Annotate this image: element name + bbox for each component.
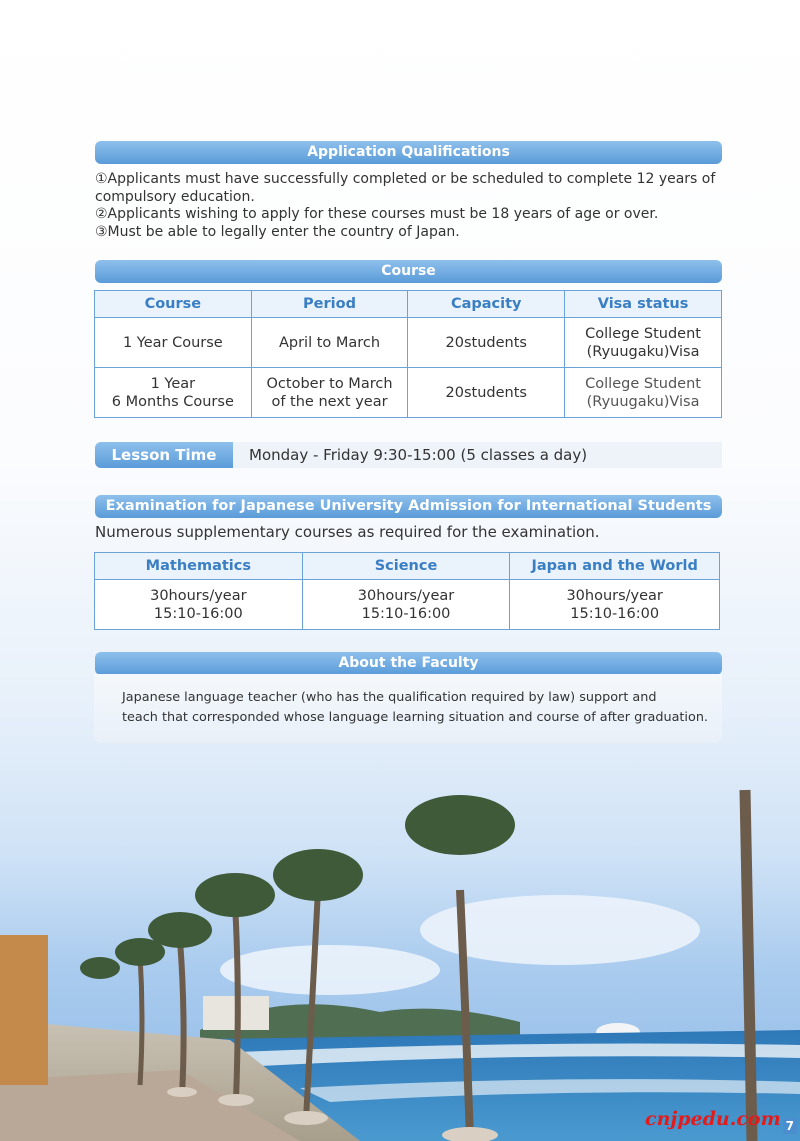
cloud	[220, 945, 440, 995]
course-header: Course	[95, 260, 722, 283]
course-name-line-1: 1 Year	[150, 375, 196, 392]
watermark: cnjpedu.com	[645, 1108, 781, 1130]
visa-line-2: (Ryuugaku)Visa	[586, 343, 700, 360]
lesson-time-label: Lesson Time	[95, 442, 233, 468]
time-value: 15:10-16:00	[361, 605, 451, 622]
hours-value: 30hours/year	[566, 587, 663, 604]
faculty-line-1: Japanese language teacher (who has the qualification required by law) support and	[122, 690, 657, 705]
science-cell	[302, 580, 510, 630]
qualification-item-3: ③Must be able to legally enter the country of Japan.	[95, 223, 460, 240]
capacity-cell: 20students	[408, 318, 565, 368]
exam-table-header-row	[95, 553, 720, 580]
hours-value: 30hours/year	[357, 587, 455, 604]
table-row	[95, 318, 722, 368]
exam-header: Examination for Japanese University Admission for International Students	[95, 495, 722, 518]
period-value: April to March	[278, 334, 381, 351]
lesson-time-value: Monday - Friday 9:30-15:00 (5 classes a day)	[233, 442, 722, 468]
column-header-japan-world: Japan and the World	[510, 553, 720, 580]
visa-line-1: College Student	[585, 375, 701, 392]
faculty-line-2: teach that corresponded whose language learning situation and course of after graduation.	[122, 710, 708, 725]
time-value: 15:10-16:00	[570, 605, 660, 622]
math-cell	[95, 580, 303, 630]
course-table-header-row	[95, 291, 722, 318]
qualification-item-2: ②Applicants wishing to apply for these courses must be 18 years of age or over.	[95, 206, 659, 222]
column-header-period: Period	[251, 291, 408, 318]
exam-table	[94, 552, 720, 630]
qualifications-header: Application Qualifications	[95, 141, 722, 164]
period-cell	[251, 318, 408, 368]
qualifications-list	[95, 171, 735, 241]
table-row	[95, 368, 722, 418]
column-header-science: Science	[302, 553, 510, 580]
course-name-line-2: 6 Months Course	[111, 393, 234, 410]
visa-line-2: (Ryuugaku)Visa	[586, 393, 700, 410]
course-cell	[95, 318, 252, 368]
course-name: 1 Year Course	[122, 334, 223, 351]
column-header-capacity: Capacity	[408, 291, 565, 318]
page-number: 7	[783, 1118, 797, 1134]
faculty-header: About the Faculty	[95, 652, 722, 675]
visa-cell	[565, 318, 722, 368]
course-table	[94, 290, 722, 418]
japan-world-cell	[510, 580, 720, 630]
visa-line-1: College Student	[585, 325, 701, 342]
qualification-item-1: ①Applicants must have successfully completed or be scheduled to complete 12 years of compulsory education.	[95, 171, 716, 205]
time-value: 15:10-16:00	[153, 605, 243, 622]
column-header-visa: Visa status	[565, 291, 722, 318]
hours-value: 30hours/year	[150, 587, 247, 604]
period-cell	[251, 368, 408, 418]
visa-cell	[565, 368, 722, 418]
period-line-2: of the next year	[271, 393, 388, 410]
exam-subtitle: Numerous supplementary courses as required for the examination.	[95, 523, 600, 541]
column-header-course: Course	[95, 291, 252, 318]
table-row	[95, 580, 720, 630]
capacity-cell: 20students	[408, 368, 565, 418]
left-building	[0, 935, 48, 1085]
beach-palm-scene	[0, 740, 800, 1141]
faculty-description	[94, 674, 722, 743]
period-line-1: October to March	[266, 375, 393, 392]
course-cell	[95, 368, 252, 418]
column-header-mathematics: Mathematics	[95, 553, 303, 580]
